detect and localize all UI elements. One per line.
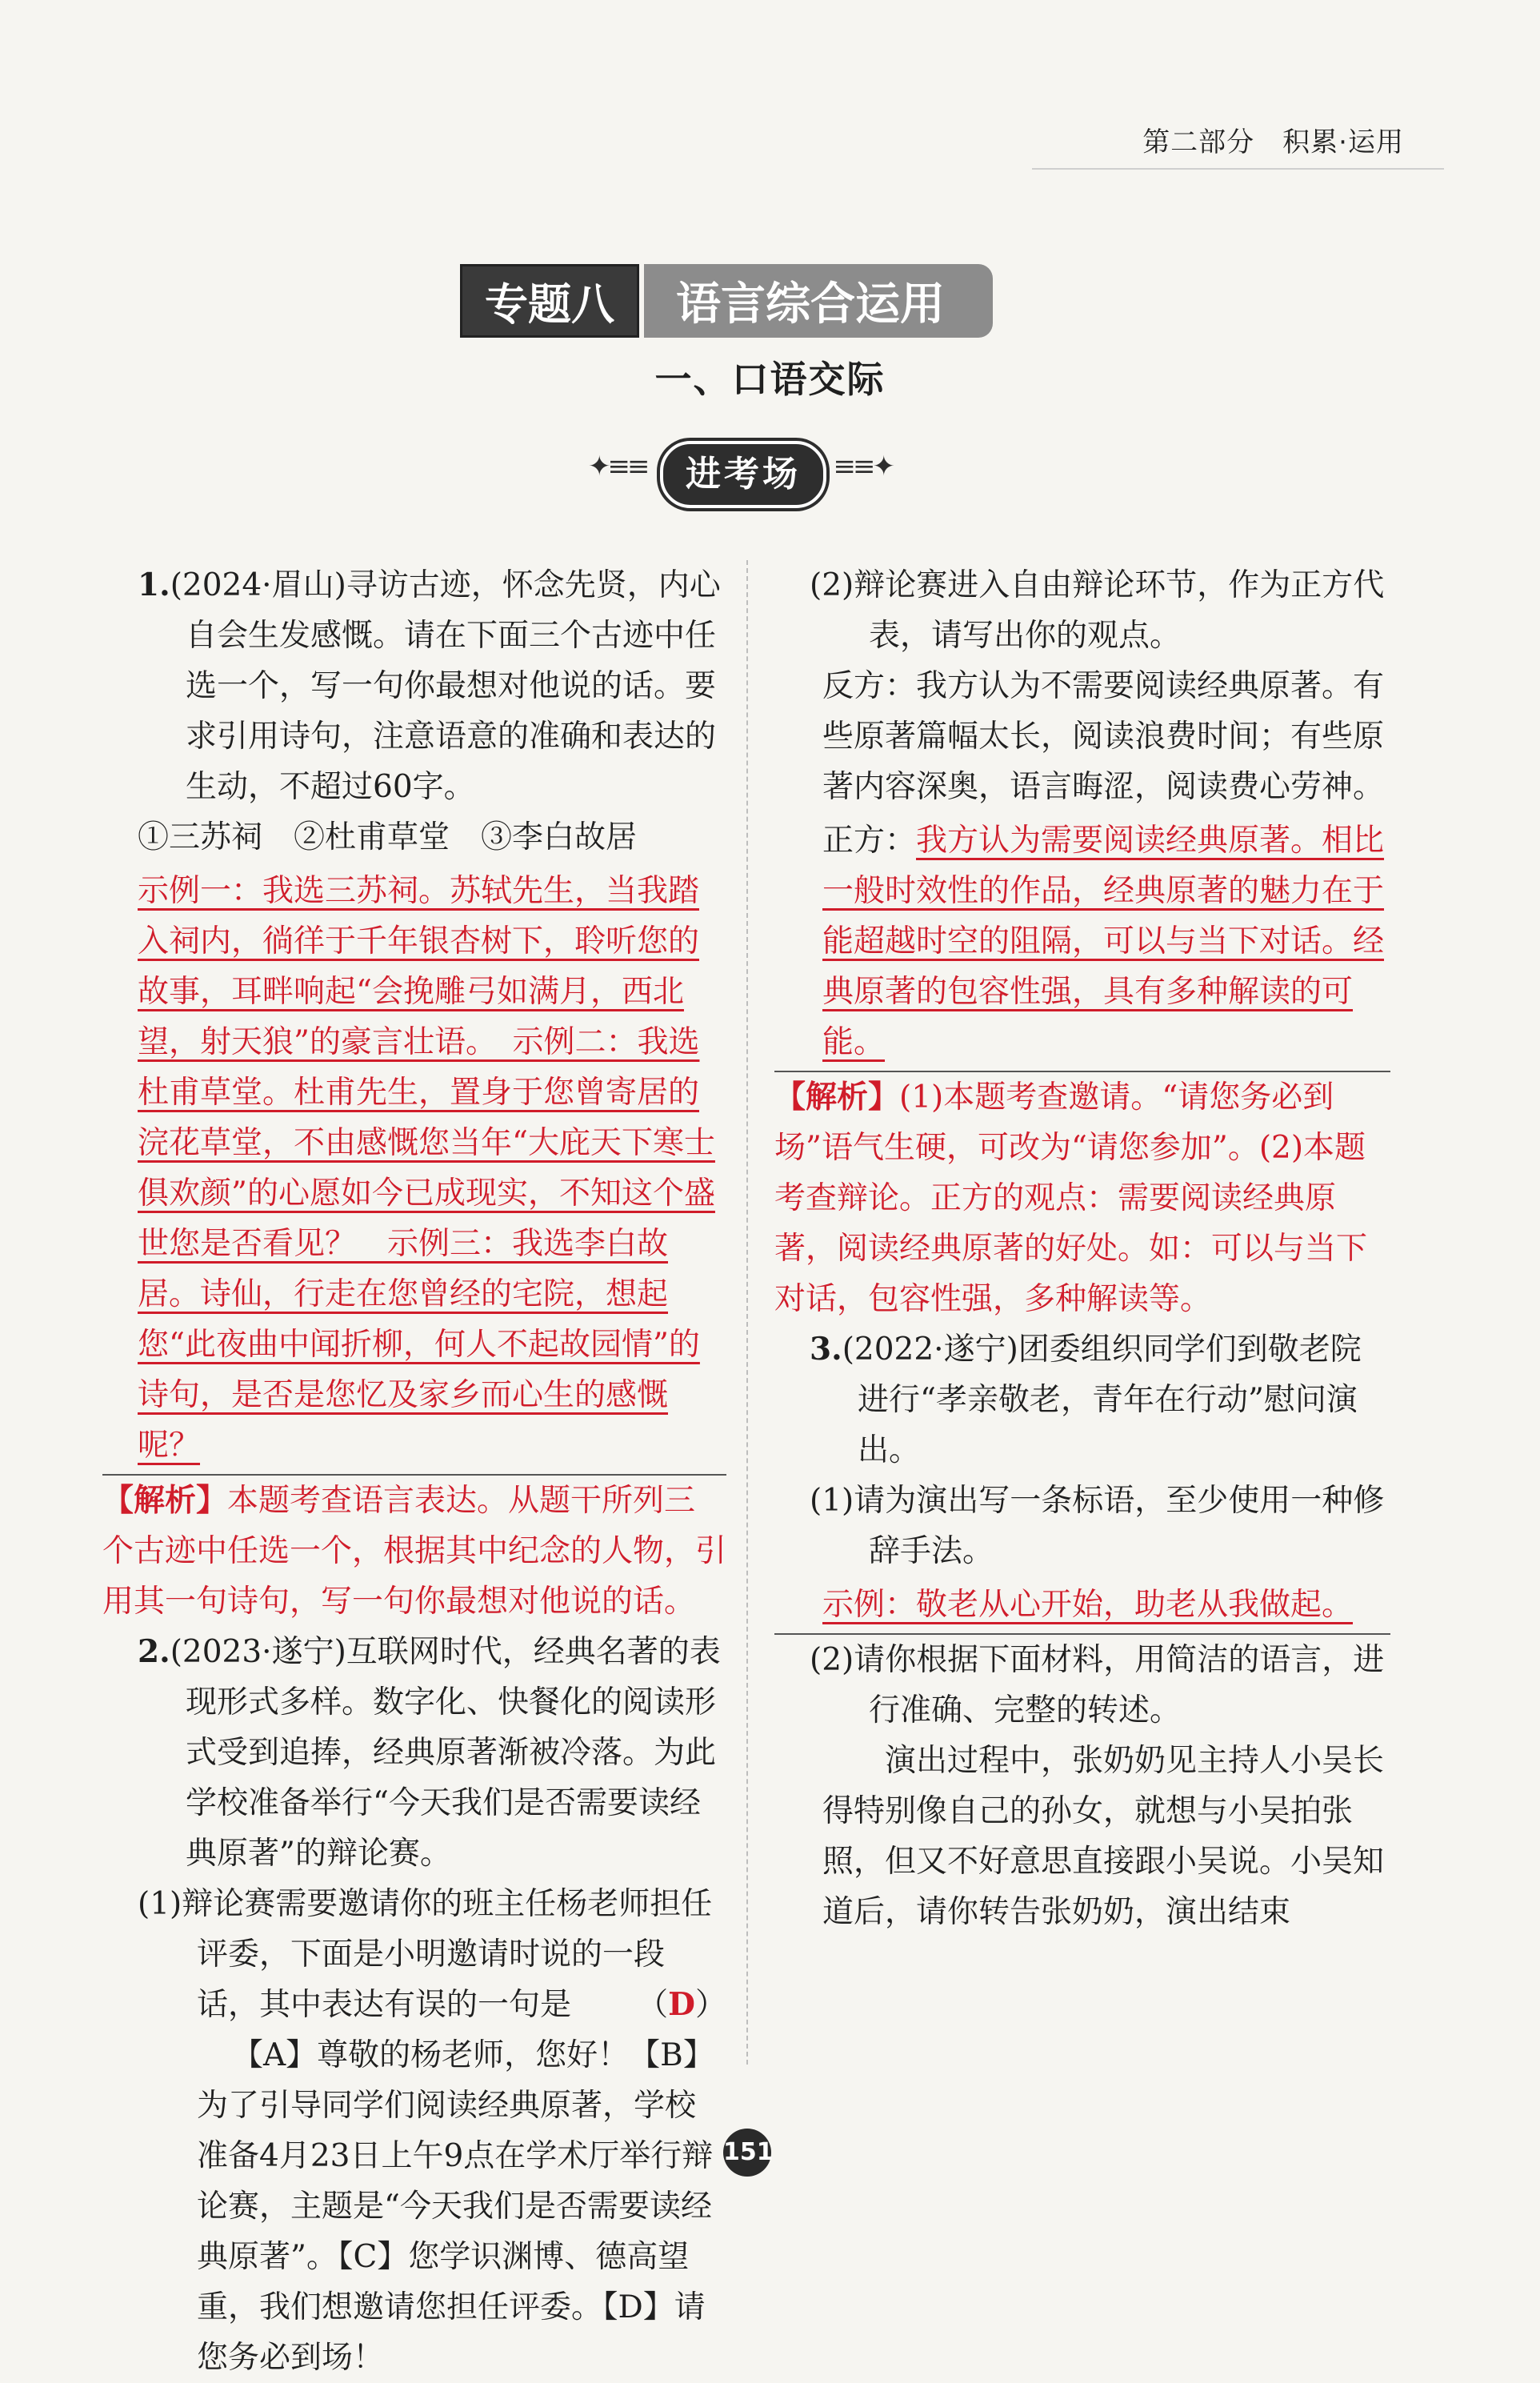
subquestion-2: (2)请你根据下面材料，用简洁的语言，进行准确、完整的转述。: [810, 1642, 1385, 1728]
left-column: [102, 560, 726, 2383]
pro-argument: 正方：我方认为需要阅读经典原著。相比一般时效性的作品，经典原著的魅力在于能超越时空的阻隔，可以与当下对话。经典原著的包容性强，具有多种解读的可能。: [774, 815, 1390, 1072]
question-stem: (2024·眉山)寻访古迹，怀念先贤，内心自会生发感慨。请在下面三个古迹中任选一个，写一句你最想对他说的话。要求引用诗句，注意语意的准确和表达的生动，不超过60字。: [170, 567, 721, 805]
answer-text: 示例一：我选三苏祠。苏轼先生，当我踏入祠内，徜徉于千年银杏树下，聆听您的故事，耳畔响起“会挽雕弓如满月，西北望，射天狼”的豪言壮语。 示例二：我选杜甫草堂。杜甫先生，置身于您曾寄居的浣花草堂，不由感慨您当年“大庇天下寒士俱欢颜”的心愿如今已成现实，不知这个盛世您是否看见？ 示例三：我选李白故居。诗仙，行走在您曾经的宅院，想起您“此夜曲中闻折柳，何人不起故园情”的诗句，是否是您忆及家乡而心生的感慨呢？: [138, 873, 715, 1464]
question-number: 2.: [138, 1633, 170, 1670]
analysis-text: (1)本题考查邀请。“请您务必到场”语气生硬，可改为“请您参加”。(2)本题考查辩论。正方的观点：需要阅读经典原著，阅读经典原著的好处。如：可以与当下对话，包容性强，多种解读等。: [774, 1079, 1368, 1317]
subquestion-1: (1)请为演出写一条标语，至少使用一种修辞手法。: [810, 1483, 1385, 1569]
analysis-block: [774, 1072, 1390, 1324]
question-1: [102, 560, 726, 1627]
material-text: 演出过程中，张奶奶见主持人小吴长得特别像自己的孙女，就想与小吴拍张照，但又不好意思直接跟小吴说。小吴知道后，请你转告张奶奶，演出结束: [822, 1743, 1385, 1930]
question-stem: (2023·遂宁)互联网时代，经典名著的表现形式多样。数字化、快餐化的阅读形式受到追捧，经典原著渐被冷落。为此学校准备举行“今天我们是否需要读经典原著”的辩论赛。: [170, 1634, 721, 1872]
invitation-quote: 【A】尊敬的杨老师，您好！【B】为了引导同学们阅读经典原著，学校准备4月23日上午9点在学术厅举行辩论赛，主题是“今天我们是否需要读经典原著”。【C】您学识渊博、德高望重，我们想邀请您担任评委。【D】请您务必到场！: [197, 2037, 714, 2376]
star-decoration-icon: ≡≡✦: [833, 451, 892, 483]
question-number: 3.: [810, 1331, 842, 1368]
analysis-block: [102, 1476, 726, 1627]
question-2-continued: [774, 560, 1390, 1324]
question-number: 1.: [138, 567, 170, 603]
answer-block: [102, 866, 726, 1476]
answer-block: [774, 1580, 1390, 1635]
answer-text: 我方认为需要阅读经典原著。相比一般时效性的作品，经典原著的魅力在于能超越时空的阻隔，可以与当下对话。经典原著的包容性强，具有多种解读的可能。: [822, 823, 1385, 1060]
subquestion-2: (2)辩论赛进入自由辩论环节，作为正方代表，请写出你的观点。: [810, 567, 1385, 654]
exam-badge: [588, 436, 892, 508]
right-column: [774, 560, 1390, 1937]
badge-label: 进考场: [660, 441, 826, 508]
subquestion-1: (1)辩论赛需要邀请你的班主任杨老师担任评委，下面是小明邀请时说的一段话，其中表达有误的一句是 （D）: [138, 1886, 726, 2023]
question-stem: (2022·遂宁)团委组织同学们到敬老院进行“孝亲敬老，青年在行动”慰问演出。: [842, 1332, 1362, 1468]
header-rule: [1032, 168, 1444, 170]
section-title: 一、口语交际: [654, 358, 886, 401]
topic-label: 专题八: [460, 264, 639, 338]
con-argument: 反方：我方认为不需要阅读经典原著。有些原著篇幅太长，阅读浪费时间；有些原著内容深奥，语言晦涩，阅读费心劳神。: [822, 668, 1385, 805]
topic-banner: [460, 264, 993, 338]
column-divider: [746, 560, 748, 2065]
answer-text: 示例：敬老从心开始，助老从我做起。: [822, 1587, 1354, 1623]
topic-title: 语言综合运用: [644, 264, 993, 338]
star-decoration-icon: ✦≡≡: [588, 451, 647, 483]
analysis-tag: 【解析】: [774, 1079, 900, 1115]
page-number: 151: [723, 2129, 771, 2177]
question-2: [102, 1627, 726, 2383]
choice-answer: D: [668, 1986, 695, 2023]
running-header: 第二部分 积累·运用: [1142, 126, 1404, 158]
question-3: [774, 1324, 1390, 1937]
analysis-text: 本题考查语言表达。从题干所列三个古迹中任选一个，根据其中纪念的人物，引用其一句诗句，写一句你最想对他说的话。: [102, 1483, 727, 1620]
analysis-tag: 【解析】: [102, 1482, 228, 1519]
question-options: ①三苏祠 ②杜甫草堂 ③李白故居: [138, 819, 638, 855]
